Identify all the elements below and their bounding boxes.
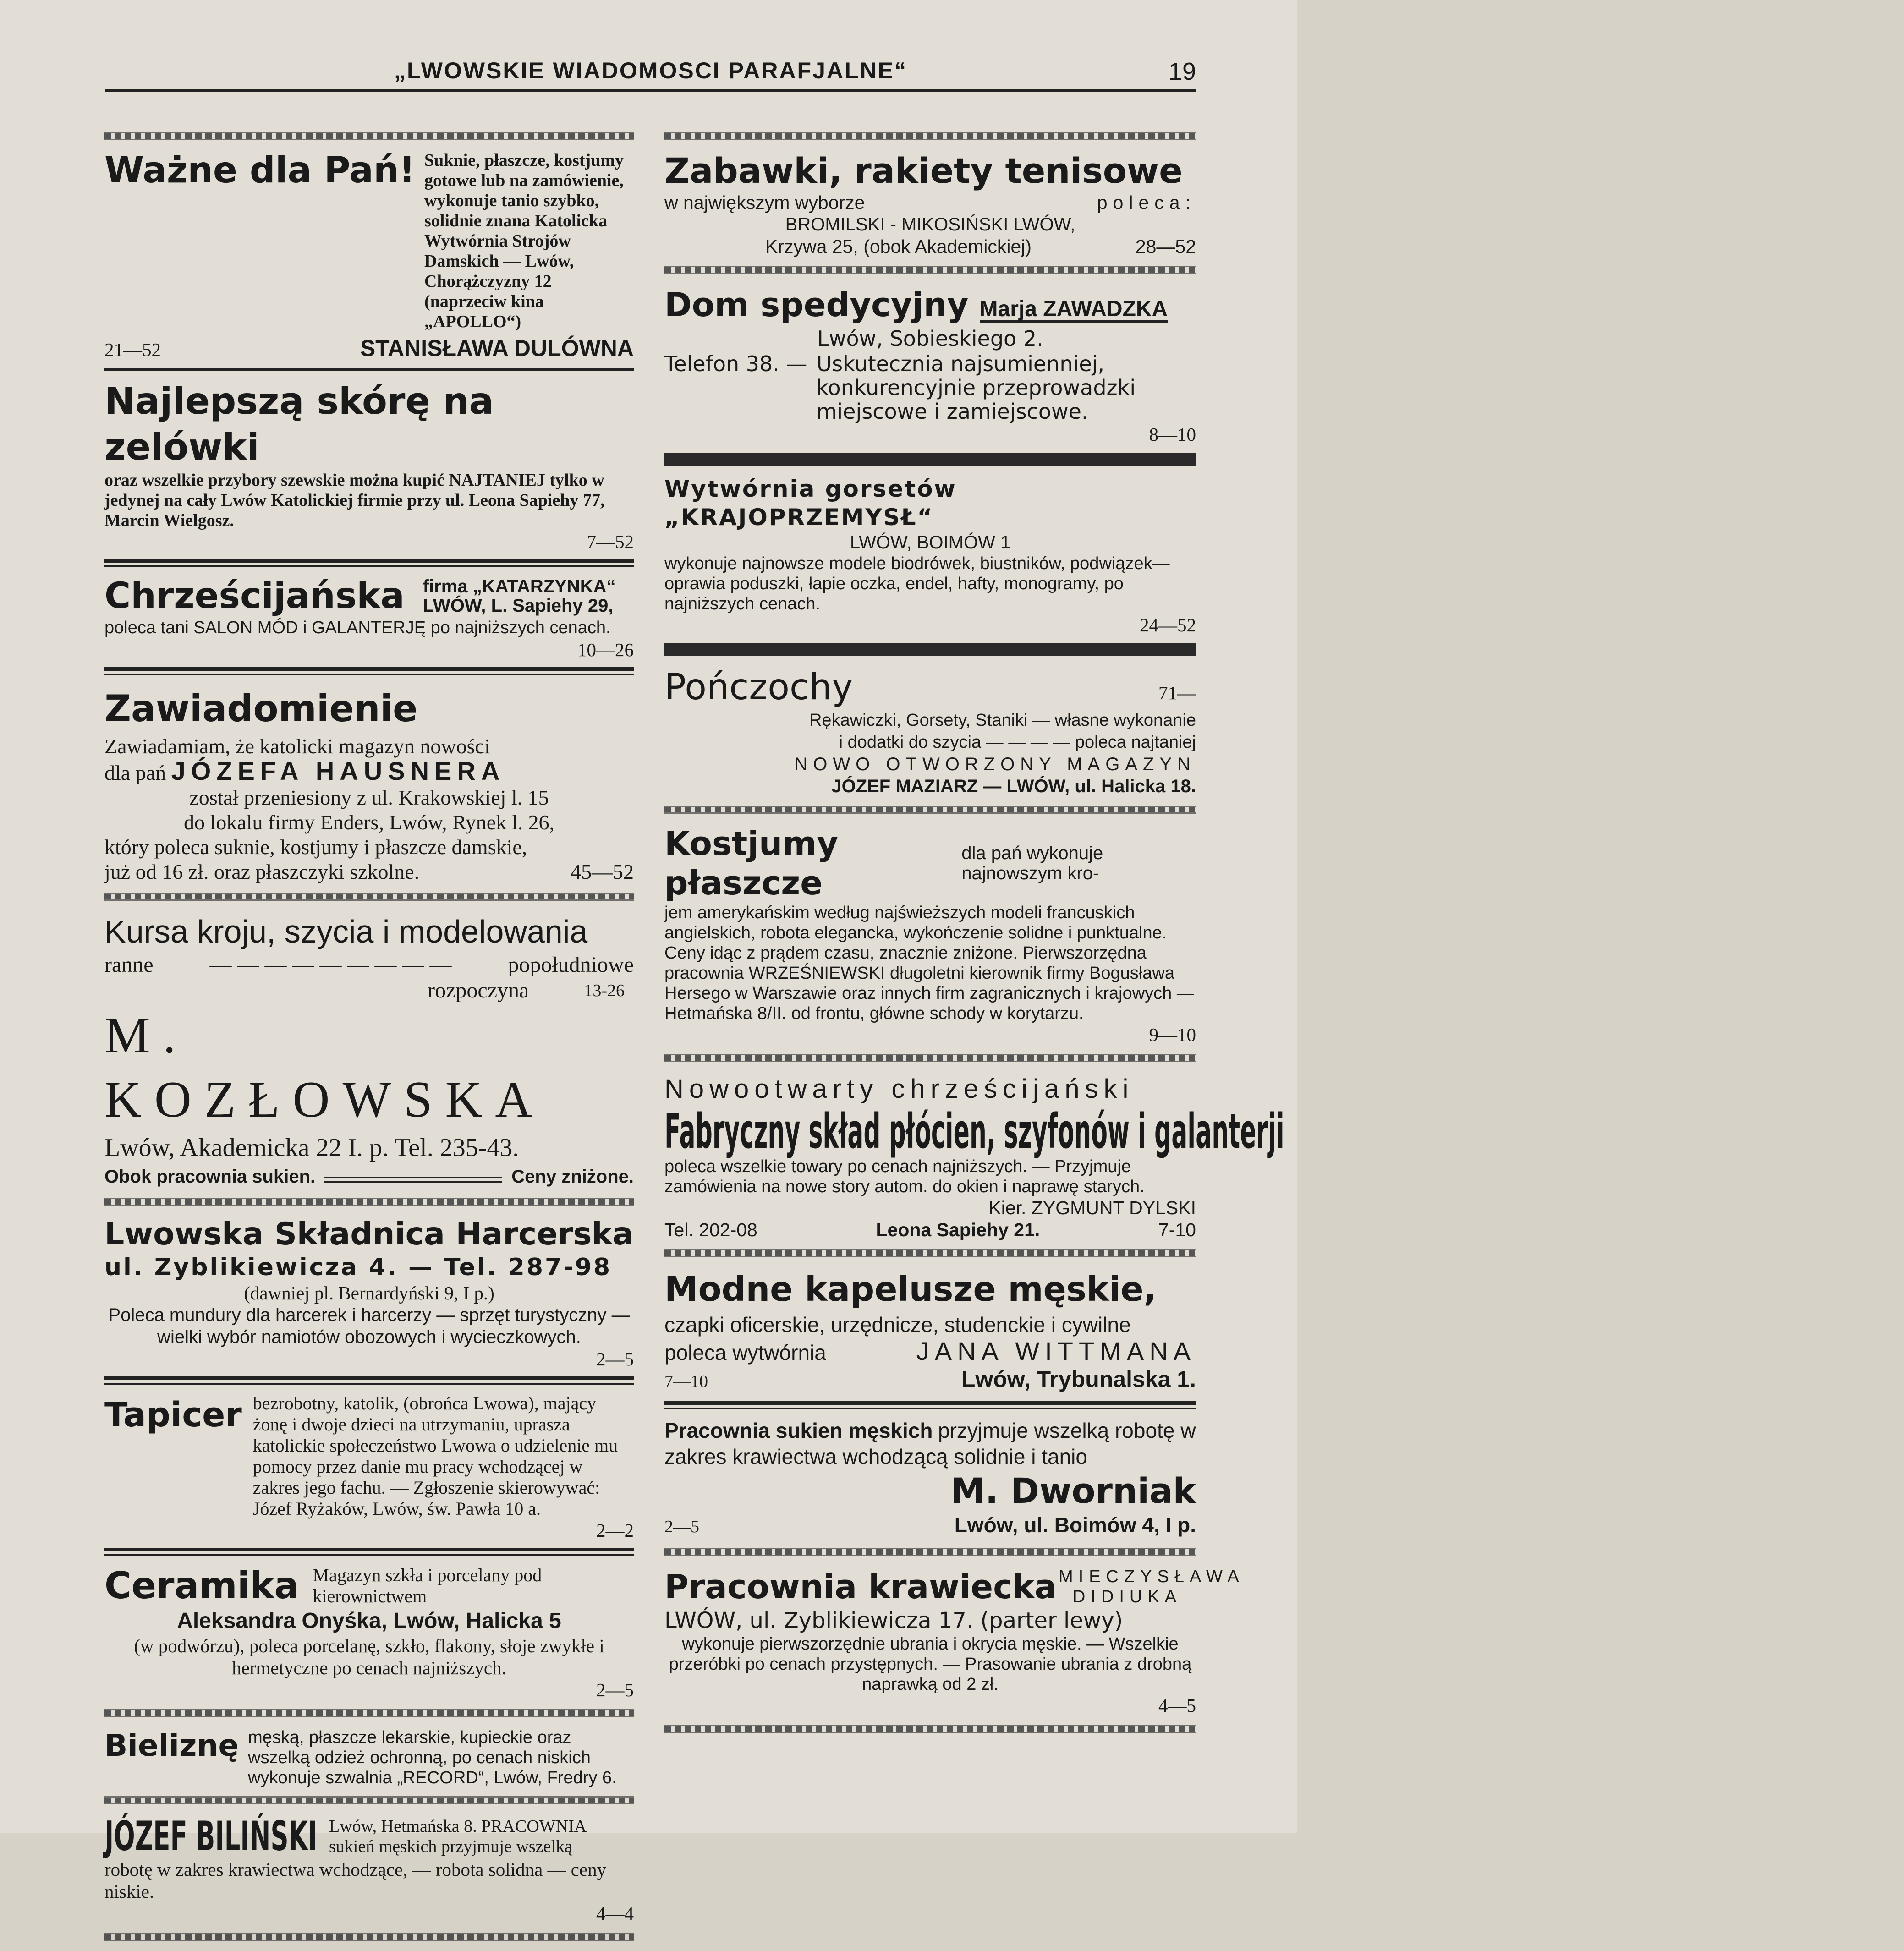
ad-title: Modne kapelusze męskie, [664,1270,1157,1309]
ornament-divider [104,1796,634,1804]
ad-code: 8—10 [1149,424,1196,445]
ad-word: poleca: [1097,192,1196,213]
ad-title: Pończochy [664,667,853,708]
rule [104,1376,634,1385]
ad-text: Poleca mundury dla harcerek i harcerzy — sprzęt turystyczny — wielki wybór namiotów obozowych i wycieczkowych. [108,1305,630,1347]
ad-name: JANA WITTMANA [916,1337,1196,1365]
ad-zabawki [664,150,1196,258]
ornament-divider [664,1054,1196,1062]
ad-word: ranne [104,953,154,977]
ad-text: robotę w zakres krawiectwa wchodzące, — robota solidna — ceny niskie. [104,1859,607,1902]
ad-line: w największym wyborze [664,192,865,213]
ornament-divider [104,893,634,901]
ad-title: Nowootwarty chrześcijański [664,1074,1134,1104]
ad-line: Rękawiczki, Gorsety, Staniki — własne wykonanie [809,711,1196,730]
ad-line: JÓZEF MAZIARZ — LWÓW, ul. Halicka 18. [831,776,1196,796]
ad-owner: Marja ZAWADZKA [980,298,1168,323]
ad-name: JÓZEFA HAUSNERA [171,756,505,785]
ad-line: czapki oficerskie, urzędnicze, studenckie i cywilne [664,1313,1131,1337]
ad-text: (w podwórzu), poleca porcelanę, szkło, flakony, słoje zwykłe i hermetyczne po cenach najniższych. [134,1635,604,1678]
ad-dom-spedycyjny [664,284,1196,445]
ad-address: Lwów, Akademicka 22 I. p. Tel. 235-43. [104,1134,519,1162]
ad-chrzescijanska [104,575,634,661]
ad-tel: Telefon 38. — [664,351,807,376]
ad-ponczochy [664,665,1196,797]
page-header [105,57,1196,92]
ad-title: Zawiadomienie [104,687,418,730]
ad-code: 2—5 [596,1679,634,1700]
rule [104,1548,634,1556]
ad-text: jem amerykańskim według najświeższych modeli francuskich angielskich, robota elegancka, wykończenie solidne i punktualne. Ceny idąc z prądem czasu, znacznie zniżone. Pierwszorzędna pracownia WRZEŚNIEWSKI długoletni kierownik firmy Bogusława Hersego w Warszawie oraz innych firm zagranicznych i krajowych — Hetmańska 8/II. od frontu, główne schody w korytarzu. [664,903,1194,1023]
ad-line: i dodatki do szycia — — — — poleca najtaniej [839,733,1196,752]
ad-code: 13-26 [584,981,625,1000]
rule [104,667,634,675]
ad-code: 4—4 [596,1903,634,1924]
rule [664,643,1196,656]
rule [104,368,634,371]
ad-bielizne [104,1727,634,1788]
ornament-divider [664,132,1196,140]
ornament-divider [664,1249,1196,1257]
ad-kostjumy [664,824,1196,1046]
ad-text: dla pań wykonuje najnowszym kro- [961,843,1103,883]
ad-gorsety [664,475,1196,636]
ad-title: Zabawki, rakiety tenisowe [664,150,1183,191]
ad-title: Ceramika [104,1564,299,1607]
ad-code: 7—52 [587,531,634,552]
ad-title: Bieliznę [104,1728,239,1763]
ad-harcerska [104,1216,634,1370]
ad-code: 24—52 [1140,614,1196,636]
ad-text: Suknie, płaszcze, kostjumy gotowe lub na zamówienie, wykonuje tanio szybko, solidnie znana Katolicka Wytwórnia Strojów Damskich — Lwów, Chorążczyzny 12 (naprzeciw kina „APOLLO“) [424,151,624,331]
ad-text: męską, płaszcze lekarskie, kupieckie oraz wszelką odzież ochronną, po cenach niskich wykonuje szwalnia „RECORD“, Lwów, Fredry 6. [248,1728,617,1787]
ad-name: Aleksandra Onyśka, Lwów, Halicka 5 [177,1609,561,1633]
ad-name: BROMILSKI - MIKOSIŃSKI LWÓW, [785,214,1075,235]
ad-title: Najlepszą skórę na zelówki [104,380,494,468]
ad-code: 28—52 [1135,236,1196,257]
ad-word: popołudniowe [508,953,634,977]
rule [664,1401,1196,1409]
ad-code: 71— [1158,682,1196,703]
ad-address: Lwów, Trybunalska 1. [961,1366,1196,1392]
ad-code: 2—2 [596,1520,634,1541]
ad-name: MIECZYSŁAWA DIDIUKA [1059,1567,1245,1606]
ad-text: bezrobotny, katolik, (obrońca Lwowa), mający żonę i dwoje dzieci na utrzymaniu, uprasza katolickie społeczeństwo Lwowa o udzielenie mu pomocy przez danie mu pracy wchodzącej w zakres jego fachu. — Zgłoszenie skierowywać: Józef Ryżaków, Lwów, św. Pawła 10 a. [252,1393,618,1519]
ad-text: przyjmuje wszelką robotę w zakres krawiectwa wchodzącą solidnie i tanio [664,1419,1196,1469]
ad-text: wykonuje pierwszorzędnie ubrania i okrycia męskie. — Wszelkie przeróbki po cenach przystępnych. — Prasowanie ubrania z drobną naprawką od 2 zł. [669,1634,1192,1694]
ad-address: LWÓW, ul. Zyblikiewicza 17. (parter lewy) [664,1608,1123,1633]
ad-tel: Tel. 202-08 [664,1219,757,1240]
ornament-divider [104,1709,634,1717]
ornament-divider [104,132,634,140]
ad-firm: firma „KATARZYNKA“ [423,576,616,597]
ad-line: dla pań [104,761,166,784]
ad-code: 2—5 [596,1348,634,1370]
ad-title: Tapicer [104,1395,242,1435]
ad-line: już od 16 zł. oraz płaszczyki szkolne. [104,860,420,883]
ornament-divider [664,1548,1196,1556]
ad-title: JÓZEF BILIŃSKI [104,1813,318,1860]
ornament-divider [664,806,1196,814]
ad-code: 45—52 [571,860,634,883]
ad-headline: Fabryczny skład płócien, szyfonów i galanterji [664,1103,1284,1159]
ad-name: STANISŁAWA DULÓWNA [360,335,634,361]
ad-text: Lwów, Hetmańska 8. PRACOWNIA sukień męskich przyjmuje wszelką [329,1817,586,1856]
ad-text: Uskutecznia najsumienniej, konkurencyjnie przeprowadzki miejscowe i zamiejscowe. [816,351,1136,424]
ad-title: Kostjumy płaszcze [664,824,839,902]
ad-word: rozpoczyna [428,978,529,1003]
ad-code: 9—10 [1149,1024,1196,1045]
ad-line: został przeniesiony z ul. Krakowskiej l. 15 [189,786,549,809]
ornament-divider [104,1198,634,1206]
ad-code: 7-10 [1158,1219,1196,1240]
ad-code: 10—26 [577,639,634,660]
ad-text: poleca wszelkie towary po cenach najniższych. — Przyjmuje zamówienia na nowe story autom. do okien i naprawę starych. [664,1157,1145,1196]
ad-text: oraz wszelkie przybory szewskie można kupić NAJTANIEJ tylko w jedynej na cały Lwów Katolickiej firmie przy ul. Leona Sapiehy 77, Marcin Wielgosz. [104,471,605,530]
ad-tapicer [104,1393,634,1541]
ornament-divider [664,1725,1196,1733]
ad-title: Chrześcijańska [104,575,405,617]
ad-fabryczny-sklad [664,1072,1284,1241]
ad-name: M. KOZŁOWSKA [104,1007,545,1128]
ad-manager: Kier. ZYGMUNT DYLSKI [988,1197,1196,1218]
ad-skora [104,378,634,553]
header-title: „LWOWSKIE WIADOMOSCI PARAFJALNE“ [394,58,908,83]
ad-line: (dawniej pl. Bernardyński 9, I p.) [244,1282,494,1304]
ad-wazne-dla-pan [104,150,634,361]
ad-address: LWÓW, L. Sapiehy 29, [423,596,614,616]
ad-note: Ceny zniżone. [511,1167,634,1187]
ad-text: Magazyn szkła i porcelany pod kierownictwem [313,1565,542,1606]
ad-title: Pracownia krawiecka [664,1567,1057,1606]
rule [104,559,634,567]
ad-text: poleca tani SALON MÓD i GALANTERJĘ po najniższych cenach. [104,618,611,637]
ad-title: Wytwórnia gorsetów „KRAJOPRZEMYSŁ“ [664,476,957,531]
ad-address: Lwów, ul. Boimów 4, I p. [954,1513,1196,1537]
ad-didiuka [664,1566,1245,1716]
ad-name: M. Dworniak [950,1470,1196,1511]
ad-code: 4—5 [1158,1695,1196,1716]
ad-bilinski [104,1814,634,1924]
ad-title: Kursa kroju, szycia i modelowania [104,914,588,949]
ad-address: Leona Sapiehy 21. [876,1219,1040,1240]
ornament-divider [104,1933,634,1941]
ad-note: Obok pracownia sukien. [104,1167,316,1187]
ad-line: poleca wytwórnia [664,1341,826,1365]
ad-kapelusze [664,1267,1196,1395]
ad-code: 2—5 [664,1517,699,1536]
right-column [664,124,1284,1743]
ad-dashes: — — — — — — — — — [209,953,452,977]
ornament-divider [664,266,1196,274]
ad-address: ul. Zyblikiewicza 4. — Tel. 287-98 [104,1254,612,1281]
ad-code: 7—10 [664,1372,708,1391]
ad-address: Lwów, Sobieskiego 2. [817,326,1043,351]
left-column [104,124,634,1951]
ad-text: wykonuje najnowsze modele biodrówek, biustników, podwiązek—oprawia poduszki, łapie oczka, endel, hafty, monogramy, po najniższych cenach. [664,554,1170,614]
ad-line: NOWO OTWORZONY MAGAZYN [794,754,1196,774]
ad-zawiadomienie [104,684,634,884]
ad-line: który poleca suknie, kostjumy i płaszcze damskie, [104,835,527,859]
ad-title: Pracownia sukien męskich [664,1419,933,1442]
ad-ceramika [104,1564,634,1701]
ad-title: Dom spedycyjny [664,285,969,324]
ad-line: do lokalu firmy Enders, Lwów, Rynek l. 26, [184,811,554,834]
ad-line: Zawiadamiam, że katolicki magazyn nowości [104,734,490,758]
ad-title: Ważne dla Pań! [104,150,416,191]
ad-code: 21—52 [104,339,161,360]
ad-address: Krzywa 25, (obok Akademickiej) [765,236,1032,257]
ad-address: LWÓW, BOIMÓW 1 [850,532,1011,553]
page-number: 19 [1168,58,1196,85]
ad-kursa [104,911,634,1189]
ad-dworniak [664,1418,1196,1540]
ad-title: Lwowska Składnica Harcerska [104,1216,634,1252]
rule [664,453,1196,466]
